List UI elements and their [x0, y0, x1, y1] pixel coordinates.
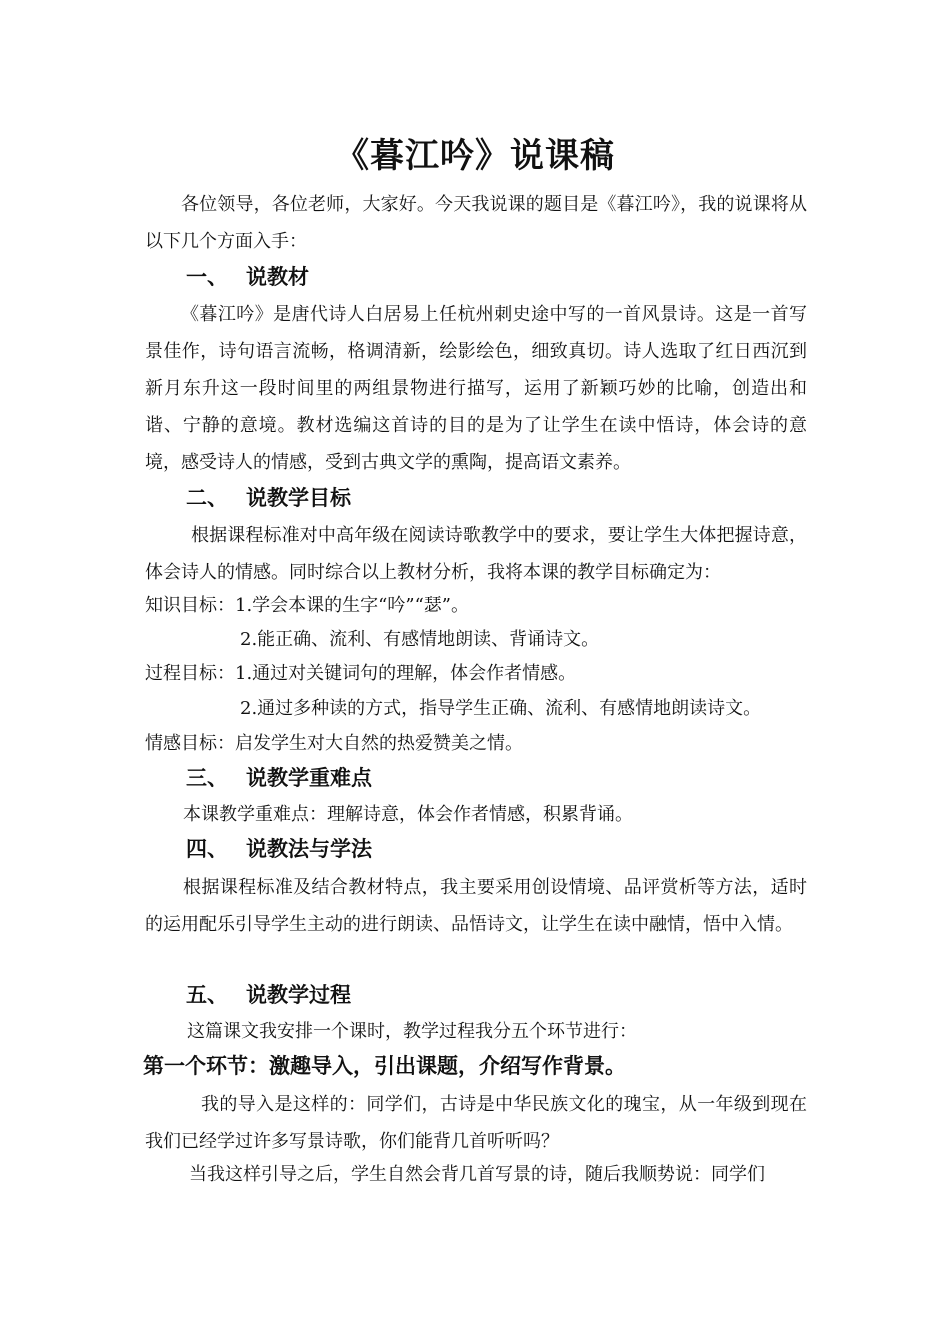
- goals-paragraph: 根据课程标准对中高年级在阅读诗歌教学中的要求，要让学生大体把握诗意，体会诗人的情感。同时综合以上教材分析，我将本课的教学目标确定为：: [145, 525, 807, 583]
- process-goal-line: [145, 659, 576, 689]
- process-goal-label: 过程目标：: [145, 663, 235, 684]
- section-number: 四、: [186, 837, 228, 861]
- section-number: 二、: [186, 486, 228, 510]
- difficulty-paragraph: 本课教学重难点：理解诗意，体会作者情感，积累背诵。: [183, 804, 633, 825]
- section-title: 说教学过程: [246, 983, 351, 1007]
- intro-paragraph: 各位领导，各位老师，大家好。今天我说课的题目是《暮江吟》，我的说课将从以下几个方面入手：: [145, 194, 807, 252]
- section-heading-1: [186, 262, 309, 292]
- knowledge-goal-label: 知识目标：: [145, 595, 235, 616]
- step-1-paragraph-2: 当我这样引导之后，学生自然会背几首写景的诗，随后我顺势说：同学们: [189, 1164, 765, 1185]
- section-number: 三、: [186, 766, 228, 790]
- section-heading-4: [186, 834, 372, 864]
- step-1-paragraph-1: 我的导入是这样的：同学们，古诗是中华民族文化的瑰宝，从一年级到现在我们已经学过许多写景诗歌，你们能背几首听听吗？: [145, 1094, 807, 1152]
- process-intro: 这篇课文我安排一个课时，教学过程我分五个环节进行：: [187, 1021, 637, 1042]
- material-paragraph: 《暮江吟》是唐代诗人白居易上任杭州刺史途中写的一首风景诗。这是一首写景佳作，诗句语言流畅，格调清新，绘影绘色，细致真切。诗人选取了红日西沉到新月东升这一段时间里的两组景物进行描写，运用了新颖巧妙的比喻，创造出和谐、宁静的意境。教材选编这首诗的目的是为了让学生在读中悟诗，体会诗的意境，感受诗人的情感，受到古典文学的熏陶，提高语文素养。: [145, 304, 807, 473]
- section-title: 说教学重难点: [246, 766, 372, 790]
- process-goal-2: 2.通过多种读的方式，指导学生正确、流利、有感情地朗读诗文。: [240, 698, 762, 719]
- page-title: 《暮江吟》说课稿: [335, 136, 615, 176]
- section-heading-2: [186, 483, 351, 513]
- section-title: 说教材: [246, 265, 309, 289]
- step-1-heading: 第一个环节：激趣导入，引出课题，介绍写作背景。: [143, 1054, 626, 1078]
- section-number: 一、: [186, 265, 228, 289]
- section-title: 说教法与学法: [246, 837, 372, 861]
- emotion-goal-1: 启发学生对大自然的热爱赞美之情。: [235, 733, 523, 754]
- section-number: 五、: [186, 983, 228, 1007]
- methods-paragraph: 根据课程标准及结合教材特点，我主要采用创设情境、品评赏析等方法，适时的运用配乐引导学生主动的进行朗读、品悟诗文，让学生在读中融情，悟中入情。: [145, 877, 807, 935]
- knowledge-goal-1: 1.学会本课的生字“吟”“瑟”。: [235, 595, 469, 616]
- knowledge-goal-2: 2.能正确、流利、有感情地朗读、背诵诗文。: [240, 629, 600, 650]
- emotion-goal-label: 情感目标：: [145, 733, 235, 754]
- section-heading-3: [186, 763, 372, 793]
- process-goal-1: 1.通过对关键词句的理解，体会作者情感。: [235, 663, 577, 684]
- knowledge-goal-line: [145, 591, 469, 621]
- section-heading-5: [186, 980, 351, 1010]
- section-title: 说教学目标: [246, 486, 351, 510]
- emotion-goal-line: [145, 729, 523, 759]
